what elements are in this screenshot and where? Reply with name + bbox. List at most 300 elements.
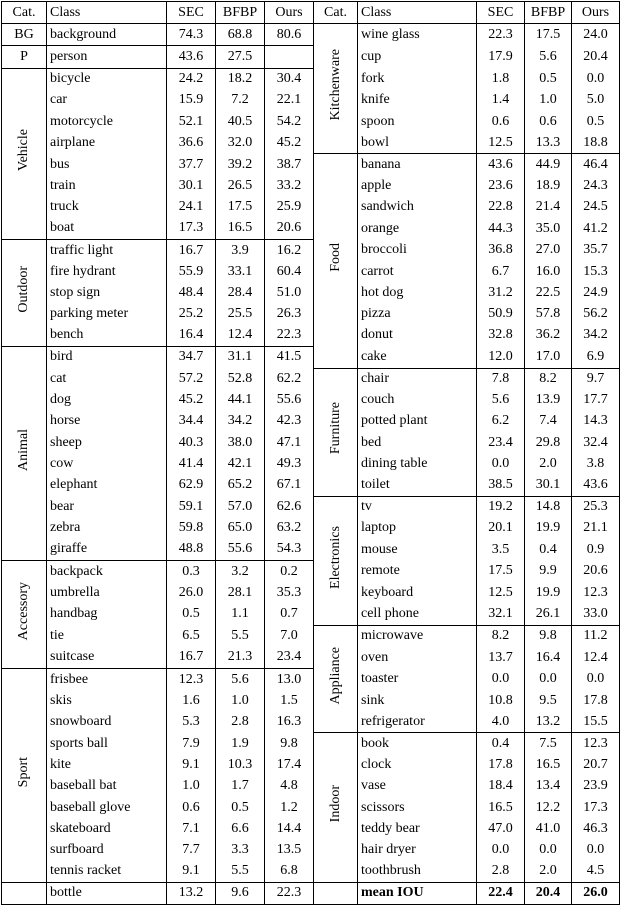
class-cell-right: wine glass [358,24,477,46]
sec-cell-left: 41.4 [167,453,216,474]
bfbp-cell-left: 18.2 [216,68,265,90]
sec-cell-right: 10.8 [477,690,525,711]
table-row [2,411,620,432]
class-cell-left: truck [47,197,167,218]
header-class-right: Class [358,2,477,24]
ours-cell-left: 26.3 [265,303,314,324]
bfbp-cell-right: 5.6 [525,46,572,68]
ours-cell-right: 56.2 [572,303,620,324]
bfbp-cell-left: 5.5 [216,860,265,882]
category-cell-left: BG [2,24,47,46]
ours-cell-right: 34.2 [572,325,620,347]
ours-cell-right: 4.5 [572,860,620,882]
bfbp-cell-left: 38.0 [216,432,265,453]
bfbp-cell-right: 57.8 [525,303,572,324]
sec-cell-left: 17.3 [167,218,216,240]
bfbp-cell-right: 7.5 [525,733,572,755]
bfbp-cell-left: 21.3 [216,647,265,669]
table-row [2,90,620,111]
category-label: Accessory [16,581,31,641]
ours-cell-right: 9.7 [572,368,620,390]
bfbp-cell-right: 19.9 [525,518,572,539]
bfbp-cell-left: 12.4 [216,325,265,347]
class-cell-left: kite [47,755,167,776]
sec-cell-left: 13.2 [167,882,216,904]
category-cell-left [2,346,47,560]
category-cell-right [314,496,358,625]
bfbp-cell-right: 2.0 [525,453,572,474]
ours-cell-right: 15.5 [572,711,620,733]
category-cell-right [314,733,358,882]
class-cell-right: scissors [358,797,477,818]
ours-cell-left: 54.2 [265,111,314,132]
sec-cell-right: 17.9 [477,46,525,68]
ours-cell-right: 43.6 [572,474,620,496]
ours-cell-left: 47.1 [265,432,314,453]
sec-cell-right: 47.0 [477,818,525,839]
bfbp-cell-left: 25.5 [216,303,265,324]
sec-cell-right: 1.8 [477,68,525,90]
class-cell-left: skis [47,690,167,711]
ours-cell-right: 17.8 [572,690,620,711]
sec-cell-left: 24.2 [167,68,216,90]
table-row [2,776,620,797]
mean-iou-ours: 26.0 [572,882,620,904]
ours-cell-left: 80.6 [265,24,314,46]
sec-cell-left: 59.1 [167,496,216,518]
table-row [2,132,620,154]
class-cell-right: teddy bear [358,818,477,839]
table-row [2,690,620,711]
bfbp-cell-left: 7.2 [216,90,265,111]
ours-cell-right: 20.6 [572,561,620,583]
ours-cell-left: 1.5 [265,690,314,711]
class-cell-right: bed [358,432,477,453]
class-cell-left: parking meter [47,303,167,324]
bfbp-cell-left: 39.2 [216,154,265,176]
ours-cell-left: 7.0 [265,625,314,647]
bfbp-cell-left: 1.0 [216,690,265,711]
table-row [2,68,620,90]
category-cell-right [314,625,358,733]
class-cell-left: airplane [47,132,167,154]
table-row [2,496,620,518]
ours-cell-right: 46.4 [572,154,620,176]
sec-cell-left: 74.3 [167,24,216,46]
sec-cell-right: 1.4 [477,90,525,111]
ours-cell-left: 45.2 [265,132,314,154]
class-cell-right: bowl [358,132,477,154]
class-cell-right: toaster [358,668,477,690]
bfbp-cell-left: 0.5 [216,797,265,818]
sec-cell-right: 0.6 [477,111,525,132]
ours-cell-right: 46.3 [572,818,620,839]
class-cell-left: bench [47,325,167,347]
sec-cell-left: 37.7 [167,154,216,176]
sec-cell-right: 31.2 [477,282,525,303]
bfbp-cell-left: 3.2 [216,561,265,583]
ours-cell-right: 0.9 [572,539,620,561]
sec-cell-right: 18.4 [477,776,525,797]
bfbp-cell-right: 9.8 [525,625,572,647]
class-cell-left: giraffe [47,539,167,561]
class-cell-left: person [47,46,167,68]
bfbp-cell-left: 40.5 [216,111,265,132]
sec-cell-left: 9.1 [167,860,216,882]
bfbp-cell-left: 32.0 [216,132,265,154]
class-cell-right: tv [358,496,477,518]
sec-cell-left: 0.3 [167,561,216,583]
ours-cell-left: 17.4 [265,755,314,776]
ours-cell-left: 63.2 [265,518,314,539]
ours-cell-right: 6.9 [572,346,620,368]
ours-cell-left: 54.3 [265,539,314,561]
sec-cell-right: 44.3 [477,218,525,240]
sec-cell-right: 43.6 [477,154,525,176]
bfbp-cell-left: 44.1 [216,390,265,411]
bfbp-cell-left: 6.6 [216,818,265,839]
sec-cell-left: 40.3 [167,432,216,453]
ours-cell-right: 15.3 [572,261,620,282]
ours-cell-right: 0.0 [572,68,620,90]
sec-cell-left: 16.4 [167,325,216,347]
table-row [2,346,620,368]
bfbp-cell-right: 0.0 [525,839,572,860]
class-cell-right: spoon [358,111,477,132]
table-row [2,711,620,733]
class-cell-left: bird [47,346,167,368]
mean-iou-label: mean IOU [358,882,477,904]
sec-cell-right: 32.8 [477,325,525,347]
bfbp-cell-left: 2.8 [216,711,265,733]
class-cell-right: sink [358,690,477,711]
category-cell-right [314,368,358,496]
ours-cell-left: 20.6 [265,218,314,240]
ours-cell-left: 22.3 [265,325,314,347]
table-row [2,582,620,603]
ours-cell-right: 20.7 [572,755,620,776]
sec-cell-left: 57.2 [167,368,216,390]
category-cell-right [314,154,358,368]
class-cell-right: knife [358,90,477,111]
category-label: Furniture [327,402,343,455]
bfbp-cell-left: 57.0 [216,496,265,518]
class-cell-right: hair dryer [358,839,477,860]
bfbp-cell-right: 7.4 [525,411,572,432]
sec-cell-left: 9.1 [167,755,216,776]
class-cell-right: remote [358,561,477,583]
sec-cell-right: 0.0 [477,453,525,474]
class-cell-right: sandwich [358,197,477,218]
class-cell-left: tennis racket [47,860,167,882]
header-sec-right: SEC [477,2,525,24]
bfbp-cell-left: 34.2 [216,411,265,432]
class-cell-left: bus [47,154,167,176]
bfbp-cell-left: 68.8 [216,24,265,46]
bfbp-cell-left: 9.6 [216,882,265,904]
class-cell-left: motorcycle [47,111,167,132]
ours-cell-right: 18.8 [572,132,620,154]
bfbp-cell-right: 13.9 [525,390,572,411]
bfbp-cell-right: 44.9 [525,154,572,176]
ours-cell-right: 24.3 [572,175,620,196]
class-cell-left: dog [47,390,167,411]
category-label: Food [327,243,343,272]
class-cell-left: zebra [47,518,167,539]
bfbp-cell-left: 65.0 [216,518,265,539]
class-cell-left: bear [47,496,167,518]
class-cell-left: cat [47,368,167,390]
bfbp-cell-right: 16.0 [525,261,572,282]
sec-cell-right: 8.2 [477,625,525,647]
class-cell-right: chair [358,368,477,390]
ours-cell-left: 9.8 [265,733,314,755]
ours-cell-right: 25.3 [572,496,620,518]
ours-cell-left: 30.4 [265,68,314,90]
sec-cell-left: 48.4 [167,282,216,303]
bfbp-cell-right: 13.3 [525,132,572,154]
class-cell-left: surfboard [47,839,167,860]
class-cell-right: dining table [358,453,477,474]
bfbp-cell-right: 17.5 [525,24,572,46]
category-cell-left [2,68,47,239]
class-cell-right: microwave [358,625,477,647]
class-cell-left: car [47,90,167,111]
class-cell-left: bottle [47,882,167,904]
class-cell-right: cup [358,46,477,68]
sec-cell-left: 62.9 [167,474,216,496]
ours-cell-left: 4.8 [265,776,314,797]
table-row [2,647,620,669]
sec-cell-right: 4.0 [477,711,525,733]
bfbp-cell-left: 65.2 [216,474,265,496]
footer-cat-right [314,882,358,904]
class-cell-left: frisbee [47,668,167,690]
sec-cell-right: 16.5 [477,797,525,818]
category-cell-left [2,239,47,346]
ours-cell-right: 17.7 [572,390,620,411]
sec-cell-left: 48.8 [167,539,216,561]
category-label: Electronics [327,525,343,589]
table-row [2,154,620,176]
class-cell-left: baseball glove [47,797,167,818]
ours-cell-left: 13.5 [265,839,314,860]
sec-cell-right: 12.0 [477,346,525,368]
ours-cell-right: 24.5 [572,197,620,218]
ours-cell-right: 17.3 [572,797,620,818]
ours-cell-right: 41.2 [572,218,620,240]
bfbp-cell-right: 21.4 [525,197,572,218]
sec-cell-left: 55.9 [167,261,216,282]
ours-cell-right: 5.0 [572,90,620,111]
class-cell-left: suitcase [47,647,167,669]
class-cell-left: background [47,24,167,46]
table-row [2,625,620,647]
bfbp-cell-left: 55.6 [216,539,265,561]
table-row [2,175,620,196]
class-cell-right: cake [358,346,477,368]
class-cell-left: horse [47,411,167,432]
sec-cell-left: 6.5 [167,625,216,647]
sec-cell-right: 6.2 [477,411,525,432]
class-cell-left: train [47,175,167,196]
sec-cell-right: 36.8 [477,239,525,261]
table-row [2,261,620,282]
class-cell-left: umbrella [47,582,167,603]
class-cell-left: baseball bat [47,776,167,797]
bfbp-cell-left: 1.7 [216,776,265,797]
sec-cell-left: 16.7 [167,239,216,261]
class-cell-left: bicycle [47,68,167,90]
category-cell-left [2,561,47,669]
class-cell-left: stop sign [47,282,167,303]
class-cell-left: backpack [47,561,167,583]
table-row [2,860,620,882]
ours-cell-right: 20.4 [572,46,620,68]
bfbp-cell-right: 16.5 [525,755,572,776]
ours-cell-left: 23.4 [265,647,314,669]
bfbp-cell-right: 30.1 [525,474,572,496]
class-cell-right: book [358,733,477,755]
bfbp-cell-right: 13.4 [525,776,572,797]
ours-cell-right: 21.1 [572,518,620,539]
sec-cell-left: 0.6 [167,797,216,818]
table-row [2,390,620,411]
sec-cell-left: 43.6 [167,46,216,68]
ours-cell-right: 12.3 [572,733,620,755]
table-row [2,111,620,132]
sec-cell-left: 1.0 [167,776,216,797]
sec-cell-left: 25.2 [167,303,216,324]
category-label: Indoor [327,785,343,823]
iou-results-table [1,1,620,905]
bfbp-cell-right: 14.8 [525,496,572,518]
sec-cell-right: 0.4 [477,733,525,755]
bfbp-cell-left: 31.1 [216,346,265,368]
bfbp-cell-right: 18.9 [525,175,572,196]
ours-cell-right: 23.9 [572,776,620,797]
category-label: Sport [16,756,31,787]
class-cell-right: keyboard [358,582,477,603]
bfbp-cell-left: 1.1 [216,603,265,625]
sec-cell-right: 32.1 [477,603,525,625]
class-cell-left: boat [47,218,167,240]
bfbp-cell-right: 36.2 [525,325,572,347]
sec-cell-right: 23.6 [477,175,525,196]
ours-cell-left: 0.2 [265,561,314,583]
sec-cell-right: 19.2 [477,496,525,518]
bfbp-cell-left: 27.5 [216,46,265,68]
ours-cell-left: 62.6 [265,496,314,518]
sec-cell-left: 59.8 [167,518,216,539]
sec-cell-right: 5.6 [477,390,525,411]
ours-cell-left: 22.3 [265,882,314,904]
bfbp-cell-right: 26.1 [525,603,572,625]
class-cell-right: couch [358,390,477,411]
ours-cell-left: 22.1 [265,90,314,111]
class-cell-right: vase [358,776,477,797]
table-row [2,303,620,324]
bfbp-cell-right: 17.0 [525,346,572,368]
header-class-left: Class [47,2,167,24]
sec-cell-left: 45.2 [167,390,216,411]
ours-cell-left: 51.0 [265,282,314,303]
class-cell-right: broccoli [358,239,477,261]
category-label: Outdoor [16,266,31,313]
header-row [2,2,620,24]
table-row [2,882,620,904]
class-cell-left: snowboard [47,711,167,733]
ours-cell-right: 12.3 [572,582,620,603]
bfbp-cell-right: 35.0 [525,218,572,240]
ours-cell-right: 24.9 [572,282,620,303]
mean-iou-bfbp: 20.4 [525,882,572,904]
category-label: Appliance [327,646,343,705]
ours-cell-right: 0.0 [572,668,620,690]
bfbp-cell-left: 1.9 [216,733,265,755]
class-cell-right: clock [358,755,477,776]
ours-cell-left: 67.1 [265,474,314,496]
sec-cell-left: 34.7 [167,346,216,368]
table-row [2,839,620,860]
table-row [2,561,620,583]
ours-cell-left: 33.2 [265,175,314,196]
sec-cell-right: 20.1 [477,518,525,539]
ours-cell-left: 60.4 [265,261,314,282]
sec-cell-right: 23.4 [477,432,525,453]
bfbp-cell-right: 8.2 [525,368,572,390]
class-cell-left: skateboard [47,818,167,839]
bfbp-cell-left: 16.5 [216,218,265,240]
ours-cell-left: 38.7 [265,154,314,176]
table-row [2,46,620,68]
sec-cell-right: 22.8 [477,197,525,218]
bfbp-cell-right: 9.9 [525,561,572,583]
bfbp-cell-left: 17.5 [216,197,265,218]
table-row [2,733,620,755]
class-cell-right: carrot [358,261,477,282]
sec-cell-left: 15.9 [167,90,216,111]
sec-cell-right: 22.3 [477,24,525,46]
category-cell-left: P [2,46,47,68]
table-row [2,668,620,690]
ours-cell-left: 25.9 [265,197,314,218]
sec-cell-left: 7.7 [167,839,216,860]
ours-cell-left: 16.2 [265,239,314,261]
ours-cell-left: 16.3 [265,711,314,733]
category-label: Vehicle [16,129,31,172]
bfbp-cell-left: 28.1 [216,582,265,603]
sec-cell-left: 52.1 [167,111,216,132]
bfbp-cell-right: 9.5 [525,690,572,711]
table-row [2,325,620,347]
header-bfbp-right: BFBP [525,2,572,24]
bfbp-cell-left: 3.3 [216,839,265,860]
bfbp-cell-left: 5.5 [216,625,265,647]
ours-cell-right: 24.0 [572,24,620,46]
bfbp-cell-left: 33.1 [216,261,265,282]
sec-cell-right: 13.7 [477,647,525,669]
ours-cell-left: 14.4 [265,818,314,839]
class-cell-left: traffic light [47,239,167,261]
header-cat-right: Cat. [314,2,358,24]
class-cell-right: pizza [358,303,477,324]
sec-cell-left: 7.1 [167,818,216,839]
sec-cell-left: 36.6 [167,132,216,154]
table-row [2,282,620,303]
bfbp-cell-right: 12.2 [525,797,572,818]
ours-cell-right: 11.2 [572,625,620,647]
